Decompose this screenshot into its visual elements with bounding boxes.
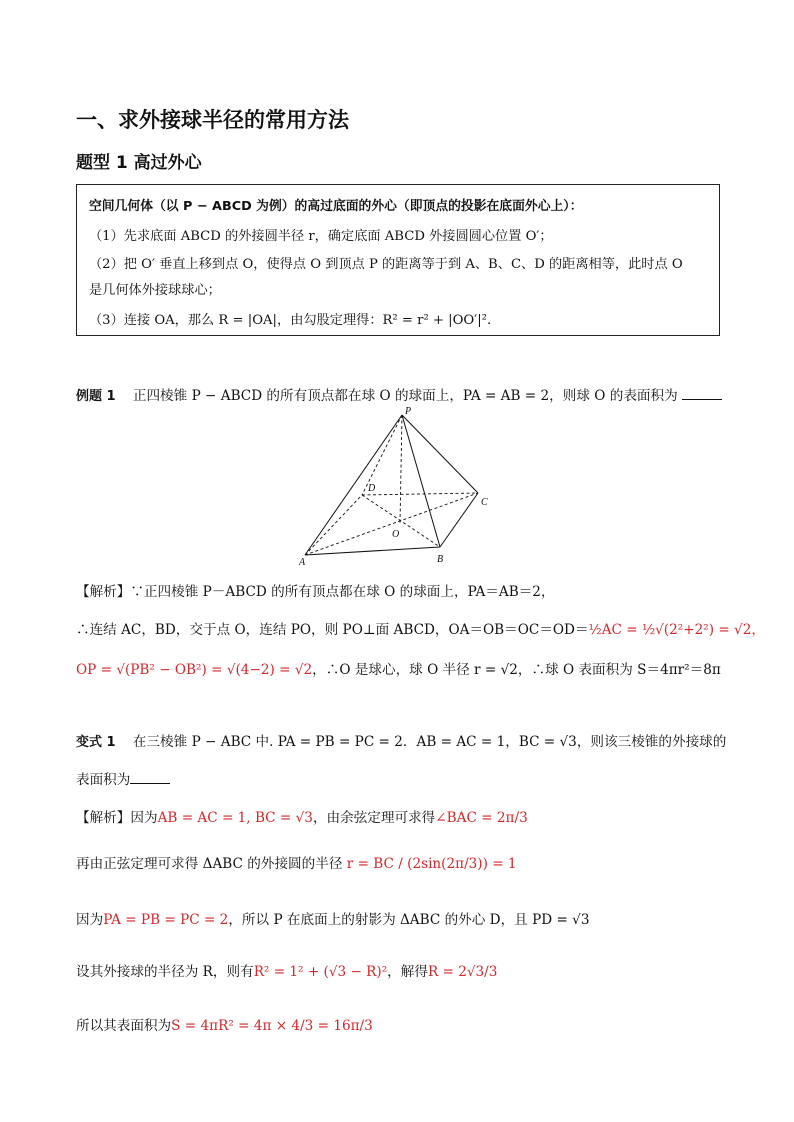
method-box: [76, 184, 720, 336]
variant-1-solution-line-3: [76, 908, 589, 928]
sol4-formula-a: R² = 1² + (√3 − R)²: [253, 964, 388, 980]
label-p: P: [405, 406, 412, 417]
diagonal-ac: [305, 493, 478, 555]
section-title: 一、求外接球半径的常用方法: [76, 108, 349, 132]
variant-1-question-a: 在三棱锥 P − ABC 中. PA = PB = PC = 2．AB = AC = 1，BC = √3，则该三棱锥的外接球的: [132, 734, 727, 750]
variant-1-solution-line-4: [76, 960, 497, 980]
answer-blank: [130, 771, 170, 784]
method-step-1: （1）先求底面 ABCD 的外接圆半径 r，确定底面 ABCD 外接圆圆心位置 O′；: [89, 229, 553, 244]
pyramid-figure: [300, 405, 500, 570]
method-step-2b: 是几何体外接球球心；: [89, 283, 221, 298]
sol2-text: 再由正弦定理可求得 ΔABC 的外接圆的半径: [76, 856, 343, 872]
variant-1-question-b: 表面积为: [76, 772, 131, 788]
sol5-text: 所以其表面积为: [76, 1018, 172, 1034]
sol1-formula-b: ∠BAC = 2π/3: [435, 810, 528, 826]
sol4-text-b: ，解得: [387, 964, 428, 980]
solution-2-text: ∴连结 AC，BD，交于点 O，连结 PO，则 PO⊥面 ABCD，OA＝OB＝OC＝OD＝: [76, 622, 589, 638]
sol1-formula-a: AB = AC = 1, BC = √3: [157, 810, 313, 826]
label-c: C: [481, 497, 488, 508]
label-o: O: [392, 529, 400, 540]
edge-ad: [305, 495, 362, 555]
solution-3-formula: OP = √(PB² − OB²) = √(4−2) = √2: [76, 662, 313, 678]
example-1-question-line: [76, 384, 722, 404]
sol3-formula: PA = PB = PC = 2: [103, 912, 229, 928]
diagonal-bd: [362, 495, 440, 547]
example-1-solution-line-1: 【解析】∵正四棱锥 P－ABCD 的所有顶点都在球 O 的球面上，PA＝AB＝2，: [76, 584, 555, 600]
example-1-label: 例题 1: [76, 389, 116, 404]
height-po: [400, 415, 402, 523]
variant-1-solution-line-5: [76, 1014, 373, 1034]
example-1-solution-line-2: [76, 618, 765, 638]
variant-1-question-line-a: [76, 730, 726, 750]
answer-blank: [682, 387, 722, 400]
example-1-question: 正四棱锥 P − ABCD 的所有顶点都在球 O 的球面上，PA = AB = 2，则球 O 的表面积为: [132, 388, 678, 404]
example-1-solution-line-3: [76, 658, 721, 678]
variant-1-label: 变式 1: [76, 735, 116, 750]
edge-ab: [305, 547, 440, 555]
sol4-formula-b: R = 2√3/3: [427, 964, 498, 980]
method-step-2a: （2）把 O′ 垂直上移到点 O，使得点 O 到顶点 P 的距离等于到 A、B、C、D 的距离相等，此时点 O: [89, 257, 683, 272]
variant-1-question-line-b: [76, 768, 170, 788]
edge-dc: [362, 493, 478, 495]
variant-1-solution-line-1: [76, 806, 528, 826]
sol1-text-b: ，由余弦定理可求得: [312, 810, 436, 826]
sol1-text-a: 【解析】因为: [76, 810, 158, 826]
label-b: B: [437, 554, 444, 565]
sol4-text-a: 设其外接球的半径为 R，则有: [76, 964, 254, 980]
sol3-text-a: 因为: [76, 912, 104, 928]
sol2-formula: r = BC / (2sin(2π/3)) = 1: [346, 856, 517, 872]
solution-2-formula: ½AC = ½√(2²+2²) = √2，: [588, 622, 765, 638]
edge-bc: [440, 493, 478, 547]
solution-3-text: ，∴O 是球心，球 O 半径 r = √2，∴球 O 表面积为 S＝4πr²＝8π: [312, 662, 721, 678]
edge-pa: [305, 415, 402, 555]
subsection-title: 题型 1 高过外心: [76, 153, 202, 173]
variant-1-solution-line-2: [76, 852, 517, 872]
sol3-text-b: ，所以 P 在底面上的射影为 ΔABC 的外心 D，且 PD = √3: [228, 912, 590, 928]
label-d: D: [368, 483, 376, 494]
method-box-title: 空间几何体（以 P − ABCD 为例）的高过底面的外心（即顶点的投影在底面外心上）：: [89, 199, 583, 214]
label-a: A: [299, 557, 306, 568]
sol5-formula: S = 4πR² = 4π × 4/3 = 16π/3: [171, 1018, 373, 1034]
method-step-3: （3）连接 OA，那么 R = |OA|，由勾股定理得：R² = r² + |OO′|².: [89, 313, 492, 328]
